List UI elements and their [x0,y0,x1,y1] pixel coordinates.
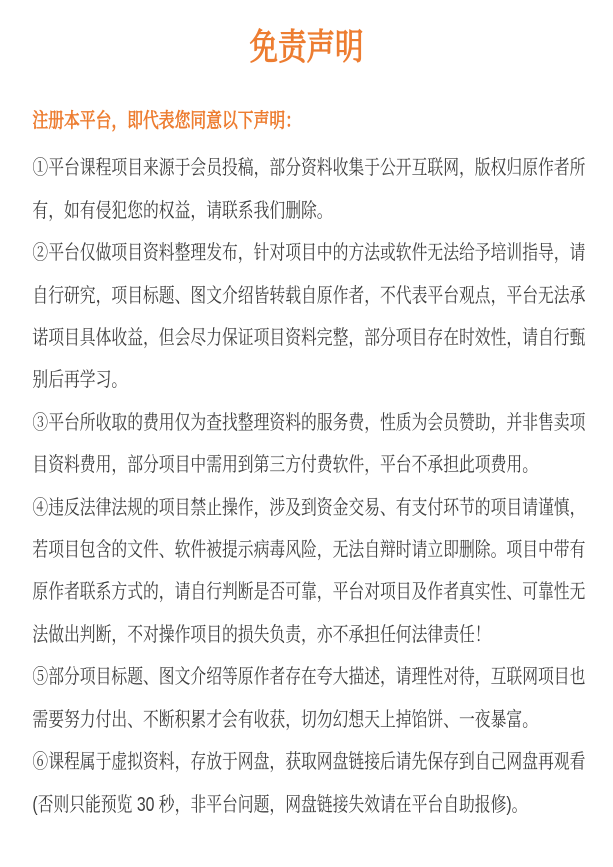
disclaimer-clause-4: ④违反法律法规的项目禁止操作，涉及到资金交易、有支付环节的项目请谨慎，若项目包含的文件、软件被提示病毒风险，无法自辩时请立即删除。项目中带有原作者联系方式的，请自行判断是否可靠，平台对项目及作者真实性、可靠性无法做出判断，不对操作项目的损失负责，亦不承担任何法律责任！ [32,496,586,646]
disclaimer-clause-2: ②平台仅做项目资料整理发布，针对项目中的方法或软件无法给予培训指导，请自行研究，项目标题、图文介绍皆转载自原作者，不代表平台观点，平台无法承诺项目具体收益，但会尽力保证项目资料完整，部分项目存在时效性，请自行甄别后再学习。 [32,242,586,392]
disclaimer-page [0,27,613,867]
disclaimer-clause-6: ⑥课程属于虚拟资料，存放于网盘，获取网盘链接后请先保存到自己网盘再观看 (否则只能预览 30 秒，非平台问题，网盘链接失效请在平台自助报修)。 [32,751,586,816]
intro-statement: 注册本平台，即代表您同意以下声明： [32,110,301,132]
disclaimer-clause-3: ③平台所收取的费用仅为查找整理资料的服务费，性质为会员赞助，并非售卖项目资料费用，部分项目中需用到第三方付费软件，平台不承担此项费用。 [32,411,586,477]
disclaimer-clause-5: ⑤部分项目标题、图文介绍等原作者存在夸大描述，请理性对待，互联网项目也需要努力付出、不断积累才会有收获，切勿幻想天上掉馅饼、一夜暴富。 [32,666,586,731]
page-title: 免责声明 [249,26,364,67]
disclaimer-body [0,100,613,826]
disclaimer-clause-1: ①平台课程项目来源于会员投稿，部分资料收集于公开互联网，版权归原作者所有，如有侵犯您的权益，请联系我们删除。 [32,157,586,222]
document-content [0,27,613,826]
